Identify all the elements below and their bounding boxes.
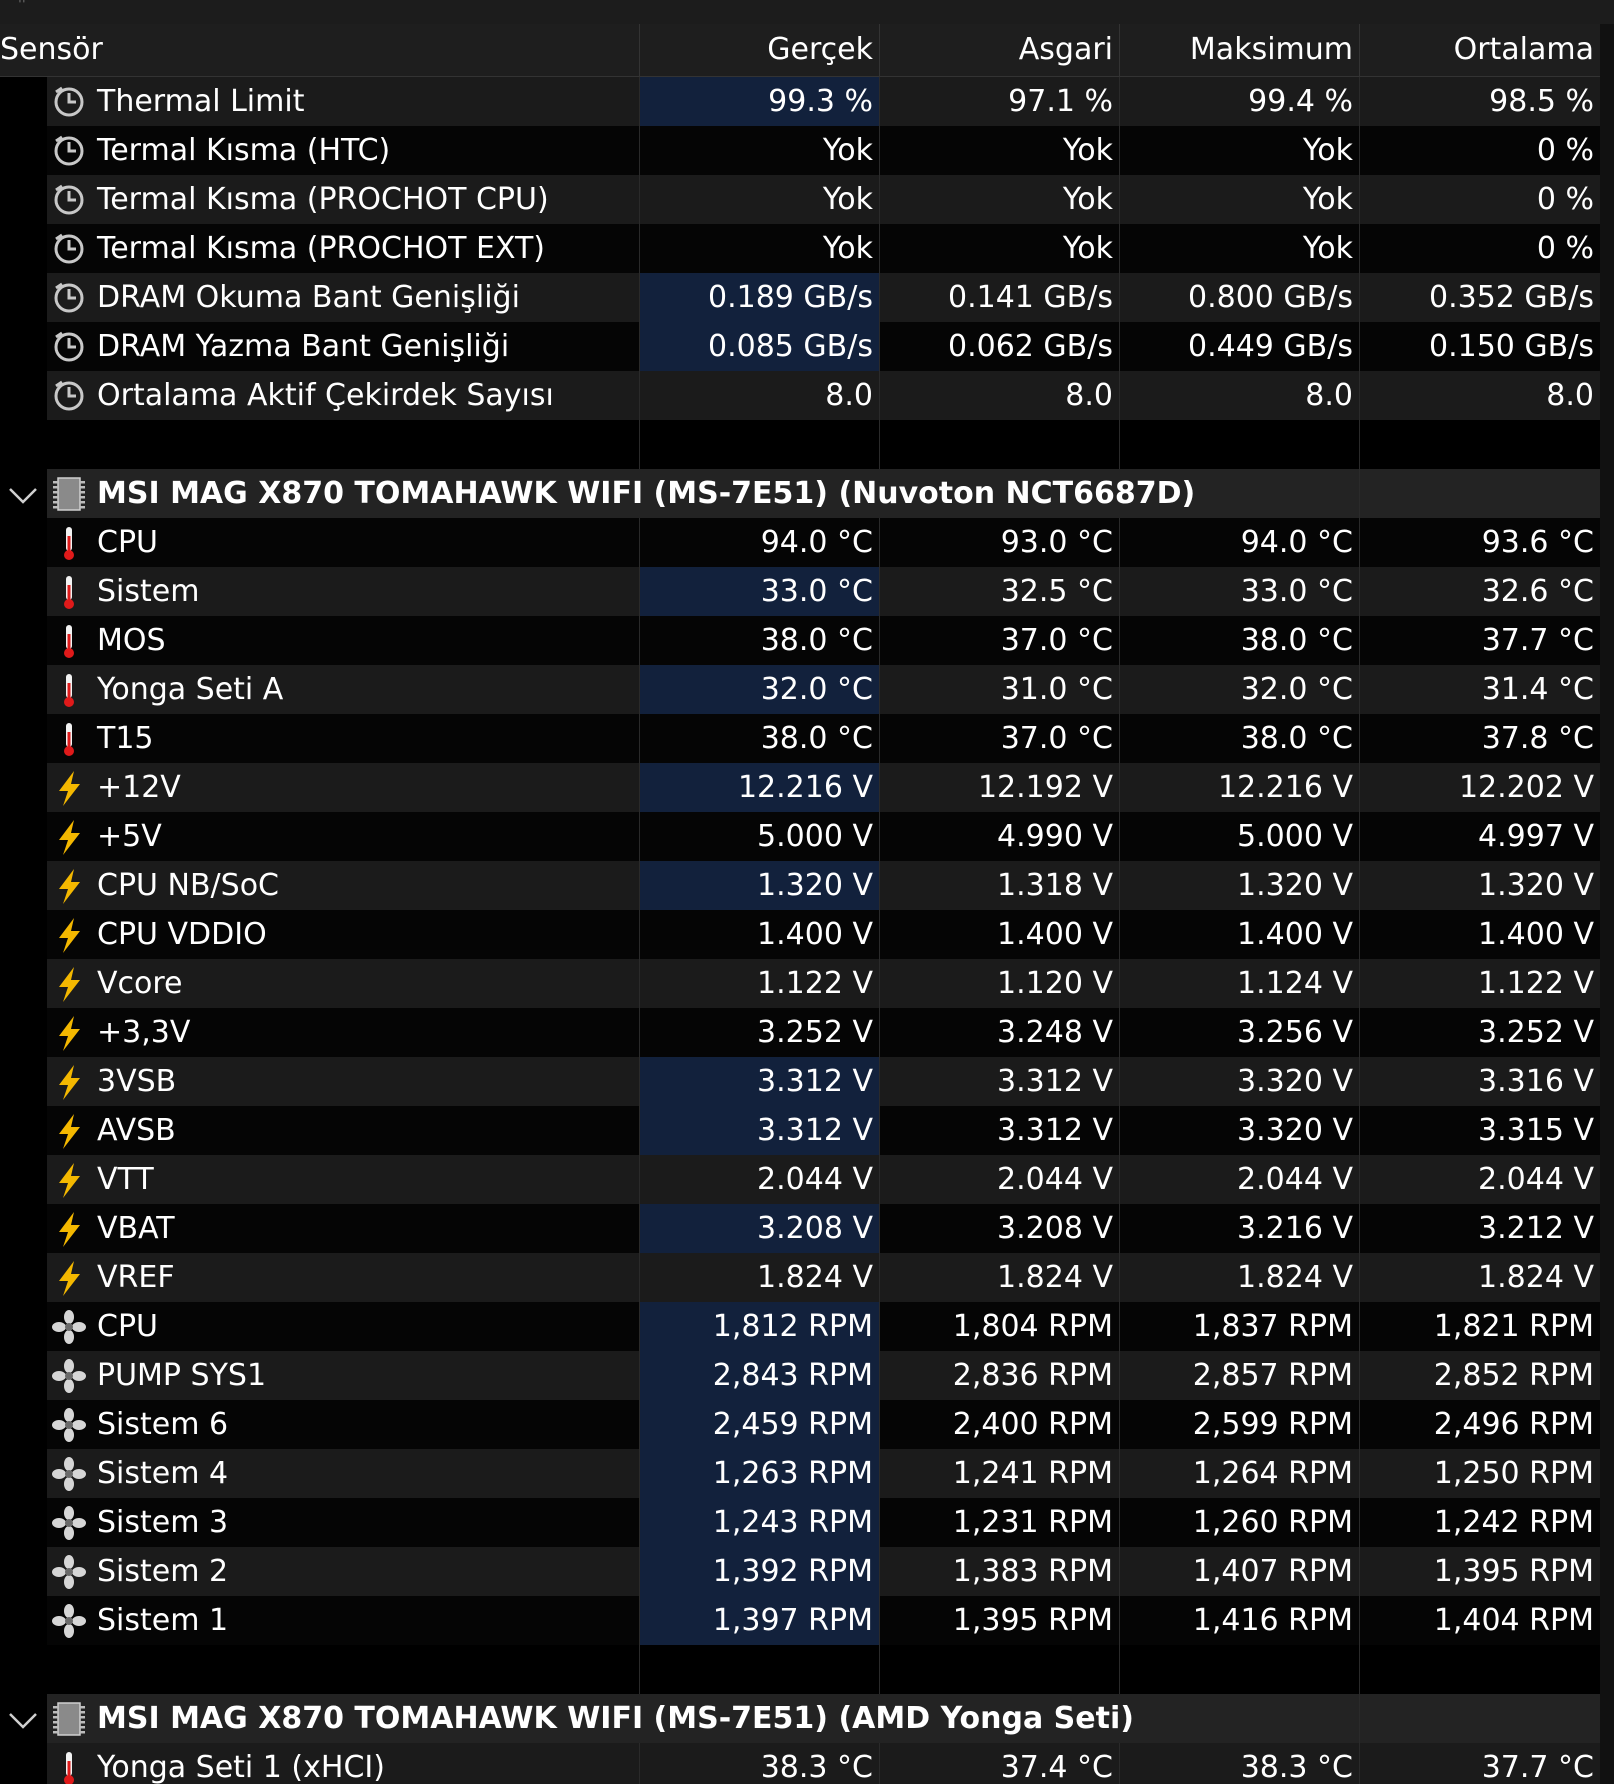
value-avg: 1.400 V — [1478, 917, 1594, 952]
value-avg: 1,404 RPM — [1433, 1603, 1594, 1638]
value-current: 3.312 V — [639, 1057, 879, 1106]
value-current: 94.0 °C — [760, 525, 873, 560]
value-current: 5.000 V — [757, 819, 873, 854]
sensor-name: Sistem 4 — [97, 1456, 229, 1491]
value-current: 1.400 V — [757, 917, 873, 952]
sensor-name: Termal Kısma (PROCHOT EXT) — [97, 231, 545, 266]
sensor-name: MOS — [97, 623, 166, 658]
clock-icon — [50, 328, 88, 366]
value-current: Yok — [822, 182, 873, 217]
fan-icon — [50, 1455, 88, 1493]
value-current: 1,243 RPM — [639, 1498, 879, 1547]
chip-icon — [52, 475, 86, 513]
sensor-name: Vcore — [97, 966, 183, 1001]
sensor-row[interactable] — [0, 812, 1600, 861]
value-avg: 93.6 °C — [1481, 525, 1594, 560]
chevron-down-icon[interactable] — [6, 477, 40, 511]
value-min: 8.0 — [1065, 378, 1113, 413]
lightning-icon — [50, 867, 88, 905]
sensor-row[interactable] — [0, 371, 1600, 420]
sensor-row[interactable] — [0, 1204, 1600, 1253]
value-max: 1,416 RPM — [1192, 1603, 1353, 1638]
sensor-row[interactable] — [0, 1253, 1600, 1302]
sensor-row[interactable] — [0, 126, 1600, 175]
value-current: 38.0 °C — [760, 623, 873, 658]
value-current: 3.252 V — [757, 1015, 873, 1050]
value-avg: 3.252 V — [1478, 1015, 1594, 1050]
sensor-name: Yonga Seti 1 (xHCI) — [97, 1750, 385, 1784]
fan-icon — [50, 1406, 88, 1444]
value-current: 1.320 V — [639, 861, 879, 910]
sensor-row[interactable] — [0, 1400, 1600, 1449]
thermometer-icon — [50, 573, 88, 611]
sensor-name: VTT — [97, 1162, 154, 1197]
value-current: 1.824 V — [757, 1260, 873, 1295]
value-current: 0.189 GB/s — [639, 273, 879, 322]
sensor-row[interactable] — [0, 763, 1600, 812]
sensor-name: Sistem 2 — [97, 1554, 229, 1589]
value-avg: 31.4 °C — [1481, 672, 1594, 707]
value-avg: 37.8 °C — [1481, 721, 1594, 756]
sensor-group-header[interactable] — [0, 469, 1600, 518]
value-min: 1,231 RPM — [952, 1505, 1113, 1540]
sensor-name: DRAM Yazma Bant Genişliği — [97, 329, 510, 364]
value-min: 1.400 V — [997, 917, 1113, 952]
value-min: 37.0 °C — [1000, 721, 1113, 756]
value-min: 3.248 V — [997, 1015, 1113, 1050]
value-min: 2,400 RPM — [952, 1407, 1113, 1442]
sensor-row[interactable] — [0, 910, 1600, 959]
value-avg: 1.320 V — [1478, 868, 1594, 903]
title-bar — [0, 0, 1614, 25]
value-current: 8.0 — [825, 378, 873, 413]
value-current: 1.122 V — [757, 966, 873, 1001]
value-current: 32.0 °C — [639, 665, 879, 714]
header-sensor[interactable]: Sensör — [0, 32, 103, 67]
value-min: Yok — [1062, 231, 1113, 266]
header-min[interactable]: Asgari — [1018, 32, 1113, 67]
sensor-row[interactable] — [0, 1302, 1600, 1351]
lightning-icon — [50, 1014, 88, 1052]
sensor-row[interactable] — [0, 959, 1600, 1008]
value-max: 1,264 RPM — [1192, 1456, 1353, 1491]
value-avg: 0.352 GB/s — [1429, 280, 1594, 315]
value-avg: 1.122 V — [1478, 966, 1594, 1001]
sensor-row[interactable] — [0, 1351, 1600, 1400]
value-avg: 98.5 % — [1489, 84, 1594, 119]
sensor-name: Termal Kısma (PROCHOT CPU) — [97, 182, 549, 217]
value-max: 12.216 V — [1217, 770, 1353, 805]
thermometer-icon — [50, 720, 88, 758]
lightning-icon — [50, 1161, 88, 1199]
value-avg: 0 % — [1536, 231, 1594, 266]
value-min: 1.318 V — [997, 868, 1113, 903]
sensor-name: CPU VDDIO — [97, 917, 267, 952]
value-avg: 8.0 — [1546, 378, 1594, 413]
value-avg: 37.7 °C — [1481, 623, 1594, 658]
value-max: 94.0 °C — [1240, 525, 1353, 560]
value-avg: 1,250 RPM — [1433, 1456, 1594, 1491]
value-current: Yok — [822, 231, 873, 266]
fan-icon — [50, 1553, 88, 1591]
sensor-row[interactable] — [0, 1106, 1600, 1155]
value-max: 1.824 V — [1237, 1260, 1353, 1295]
thermometer-icon — [50, 524, 88, 562]
value-current: 2,459 RPM — [639, 1400, 879, 1449]
value-max: 1,837 RPM — [1192, 1309, 1353, 1344]
sensor-name: Sistem 1 — [97, 1603, 229, 1638]
sensor-name: Termal Kısma (HTC) — [97, 133, 391, 168]
value-max: 32.0 °C — [1240, 672, 1353, 707]
thermometer-icon — [50, 671, 88, 709]
value-current: 99.3 % — [639, 77, 879, 126]
value-min: Yok — [1062, 182, 1113, 217]
value-max: Yok — [1302, 133, 1353, 168]
value-avg: 0 % — [1536, 133, 1594, 168]
group-title: MSI MAG X870 TOMAHAWK WIFI (MS-7E51) (Nuvoton NCT6687D) — [97, 476, 1196, 511]
sensor-name: AVSB — [97, 1113, 176, 1148]
sensor-row[interactable] — [0, 861, 1600, 910]
value-max: 1.124 V — [1237, 966, 1353, 1001]
clock-icon — [50, 132, 88, 170]
sensor-row[interactable] — [0, 518, 1600, 567]
lightning-icon — [50, 769, 88, 807]
sensor-name: Sistem — [97, 574, 200, 609]
thermometer-icon — [50, 1749, 88, 1784]
value-max: 0.449 GB/s — [1188, 329, 1353, 364]
value-min: 3.208 V — [997, 1211, 1113, 1246]
sensor-row[interactable] — [0, 1498, 1600, 1547]
value-max: 1,407 RPM — [1192, 1554, 1353, 1589]
fan-icon — [50, 1357, 88, 1395]
value-avg: 3.316 V — [1478, 1064, 1594, 1099]
value-avg: 37.7 °C — [1481, 1750, 1594, 1784]
clock-icon — [50, 181, 88, 219]
value-avg: 1,821 RPM — [1433, 1309, 1594, 1344]
value-max: 2,857 RPM — [1192, 1358, 1353, 1393]
sensor-group-header[interactable] — [0, 1694, 1600, 1743]
value-current: 1,812 RPM — [639, 1302, 879, 1351]
value-min: 1,383 RPM — [952, 1554, 1113, 1589]
fan-icon — [50, 1308, 88, 1346]
sensor-row[interactable] — [0, 567, 1600, 616]
value-current: 38.3 °C — [760, 1750, 873, 1784]
value-min: 93.0 °C — [1000, 525, 1113, 560]
value-current: 12.216 V — [639, 763, 879, 812]
value-min: 37.0 °C — [1000, 623, 1113, 658]
value-avg: 32.6 °C — [1481, 574, 1594, 609]
value-min: 3.312 V — [997, 1064, 1113, 1099]
value-max: 38.0 °C — [1240, 623, 1353, 658]
header-max[interactable]: Maksimum — [1189, 32, 1353, 67]
value-max: Yok — [1302, 182, 1353, 217]
sensor-list — [0, 77, 1600, 1784]
clock-icon — [50, 230, 88, 268]
value-min: 1.120 V — [997, 966, 1113, 1001]
lightning-icon — [50, 1259, 88, 1297]
sensor-row[interactable] — [0, 273, 1600, 322]
value-min: 32.5 °C — [1000, 574, 1113, 609]
value-current: 33.0 °C — [639, 567, 879, 616]
value-current: 0.085 GB/s — [639, 322, 879, 371]
value-min: 0.141 GB/s — [948, 280, 1113, 315]
value-max: 1.320 V — [1237, 868, 1353, 903]
value-min: 1,241 RPM — [952, 1456, 1113, 1491]
sensor-row[interactable] — [0, 714, 1600, 763]
value-avg: 4.997 V — [1478, 819, 1594, 854]
value-min: 3.312 V — [997, 1113, 1113, 1148]
value-max: 3.320 V — [1237, 1064, 1353, 1099]
value-avg: 2,852 RPM — [1433, 1358, 1594, 1393]
value-min: 2,836 RPM — [952, 1358, 1113, 1393]
sensor-name: 3VSB — [97, 1064, 177, 1099]
sensor-name: PUMP SYS1 — [97, 1358, 267, 1393]
value-current: 38.0 °C — [760, 721, 873, 756]
sensor-name: Yonga Seti A — [97, 672, 284, 707]
value-avg: 12.202 V — [1458, 770, 1594, 805]
sensor-name: +12V — [97, 770, 181, 805]
value-max: 8.0 — [1305, 378, 1353, 413]
value-max: 38.0 °C — [1240, 721, 1353, 756]
value-avg: 3.315 V — [1478, 1113, 1594, 1148]
column-header-row — [0, 24, 1600, 77]
value-current: 1,397 RPM — [639, 1596, 879, 1645]
value-max: 99.4 % — [1248, 84, 1353, 119]
value-min: 1,395 RPM — [952, 1603, 1113, 1638]
value-max: 2.044 V — [1237, 1162, 1353, 1197]
sensor-name: VBAT — [97, 1211, 175, 1246]
clock-icon — [50, 279, 88, 317]
value-max: 2,599 RPM — [1192, 1407, 1353, 1442]
sensor-row[interactable] — [0, 1596, 1600, 1645]
chip-icon — [52, 1700, 86, 1738]
sensor-name: Thermal Limit — [97, 84, 305, 119]
value-min: 37.4 °C — [1000, 1750, 1113, 1784]
fan-icon — [50, 1602, 88, 1640]
sensor-row[interactable] — [0, 1547, 1600, 1596]
value-max: 38.3 °C — [1240, 1750, 1353, 1784]
clock-icon — [50, 83, 88, 121]
value-avg: 3.212 V — [1478, 1211, 1594, 1246]
value-avg: 2,496 RPM — [1433, 1407, 1594, 1442]
value-avg: 0.150 GB/s — [1429, 329, 1594, 364]
value-current: 3.312 V — [639, 1106, 879, 1155]
sensor-name: VREF — [97, 1260, 175, 1295]
spacer-row — [0, 420, 1600, 469]
sensor-name: CPU NB/SoC — [97, 868, 280, 903]
value-current: 1,392 RPM — [639, 1547, 879, 1596]
lightning-icon — [50, 818, 88, 856]
value-current: 2.044 V — [757, 1162, 873, 1197]
sensor-row[interactable] — [0, 77, 1600, 126]
value-min: 1,804 RPM — [952, 1309, 1113, 1344]
lightning-icon — [50, 1210, 88, 1248]
thermometer-icon — [50, 622, 88, 660]
sensor-row[interactable] — [0, 224, 1600, 273]
value-max: 1,260 RPM — [1192, 1505, 1353, 1540]
sensor-name: Sistem 6 — [97, 1407, 229, 1442]
value-avg: 1.824 V — [1478, 1260, 1594, 1295]
sensor-name: CPU — [97, 1309, 158, 1344]
value-min: Yok — [1062, 133, 1113, 168]
sensor-name: CPU — [97, 525, 158, 560]
sensor-row[interactable] — [0, 1057, 1600, 1106]
sensor-row[interactable] — [0, 1008, 1600, 1057]
value-max: 3.256 V — [1237, 1015, 1353, 1050]
sensor-name: +5V — [97, 819, 162, 854]
vertical-scrollbar[interactable] — [1600, 24, 1614, 1784]
value-current: Yok — [822, 133, 873, 168]
lightning-icon — [50, 916, 88, 954]
header-current[interactable]: Gerçek — [767, 32, 873, 67]
value-min: 0.062 GB/s — [948, 329, 1113, 364]
value-max: Yok — [1302, 231, 1353, 266]
value-avg: 1,242 RPM — [1433, 1505, 1594, 1540]
grip-icon: '' — [18, 0, 26, 13]
value-max: 33.0 °C — [1240, 574, 1353, 609]
value-max: 1.400 V — [1237, 917, 1353, 952]
fan-icon — [50, 1504, 88, 1542]
sensor-name: Sistem 3 — [97, 1505, 229, 1540]
sensor-name: Ortalama Aktif Çekirdek Sayısı — [97, 378, 554, 413]
value-max: 0.800 GB/s — [1188, 280, 1353, 315]
group-title: MSI MAG X870 TOMAHAWK WIFI (MS-7E51) (AMD Yonga Seti) — [97, 1701, 1134, 1736]
value-min: 12.192 V — [977, 770, 1113, 805]
value-max: 5.000 V — [1237, 819, 1353, 854]
sensor-row[interactable] — [0, 322, 1600, 371]
chevron-down-icon[interactable] — [6, 1702, 40, 1736]
sensor-row[interactable] — [0, 616, 1600, 665]
sensor-row[interactable] — [0, 175, 1600, 224]
header-avg[interactable]: Ortalama — [1453, 32, 1594, 67]
lightning-icon — [50, 1112, 88, 1150]
sensor-row[interactable] — [0, 1743, 1600, 1784]
value-avg: 0 % — [1536, 182, 1594, 217]
value-min: 97.1 % — [1008, 84, 1113, 119]
value-min: 2.044 V — [997, 1162, 1113, 1197]
value-current: 2,843 RPM — [639, 1351, 879, 1400]
lightning-icon — [50, 965, 88, 1003]
lightning-icon — [50, 1063, 88, 1101]
value-avg: 2.044 V — [1478, 1162, 1594, 1197]
sensor-name: DRAM Okuma Bant Genişliği — [97, 280, 520, 315]
value-avg: 1,395 RPM — [1433, 1554, 1594, 1589]
value-max: 3.216 V — [1237, 1211, 1353, 1246]
value-min: 31.0 °C — [1000, 672, 1113, 707]
value-max: 3.320 V — [1237, 1113, 1353, 1148]
sensor-name: T15 — [97, 721, 154, 756]
sensor-row[interactable] — [0, 1155, 1600, 1204]
value-current: 3.208 V — [639, 1204, 879, 1253]
value-min: 1.824 V — [997, 1260, 1113, 1295]
sensor-row[interactable] — [0, 665, 1600, 714]
spacer-row — [0, 1645, 1600, 1694]
sensor-row[interactable] — [0, 1449, 1600, 1498]
value-current: 1,263 RPM — [639, 1449, 879, 1498]
value-min: 4.990 V — [997, 819, 1113, 854]
sensor-name: +3,3V — [97, 1015, 191, 1050]
clock-icon — [50, 377, 88, 415]
